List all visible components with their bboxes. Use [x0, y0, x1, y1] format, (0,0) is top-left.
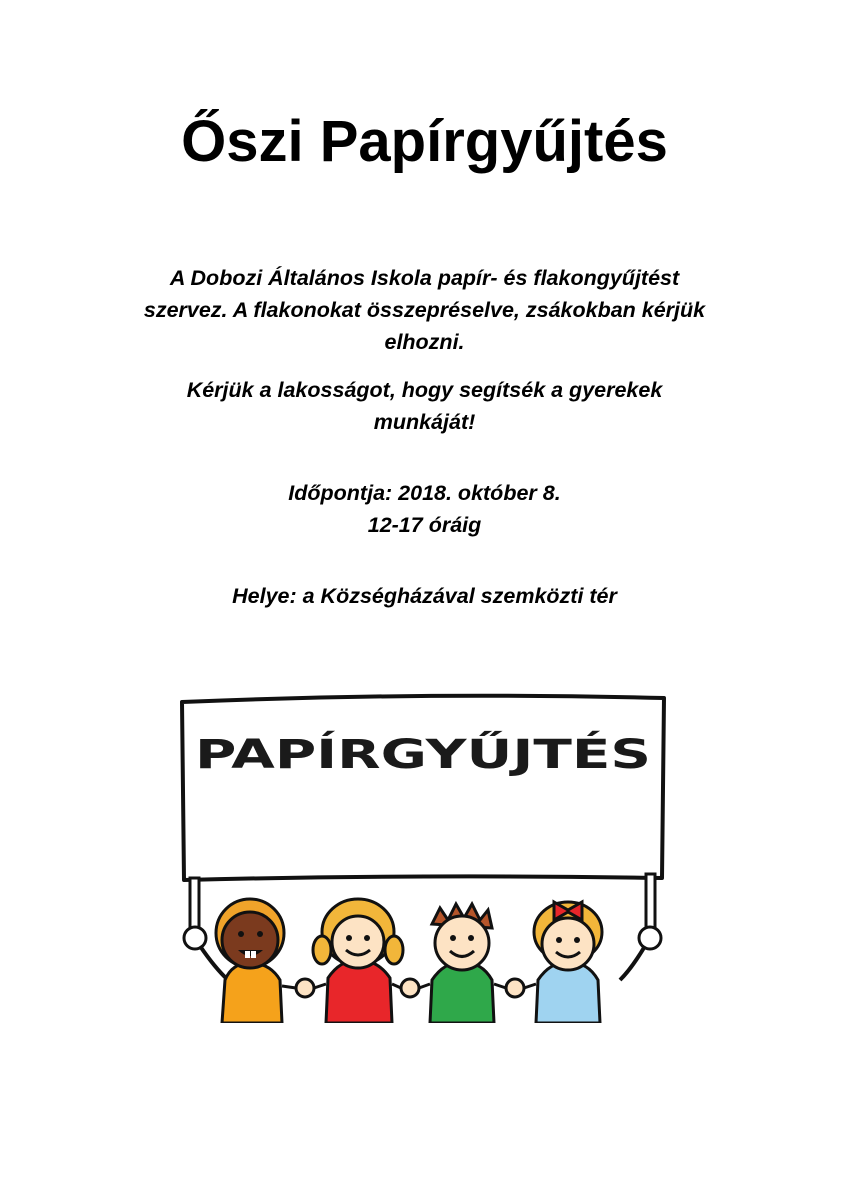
request-line: Kérjük a lakosságot, hogy segítsék a gyerekek — [186, 378, 663, 402]
request-line: munkáját! — [373, 410, 476, 434]
intro-line: elhozni. — [384, 330, 465, 354]
intro-paragraph — [60, 262, 789, 358]
request-paragraph — [60, 374, 789, 438]
intro-line: szervez. A flakonokat összepréselve, zsákokban kérjük — [143, 298, 706, 322]
banner-sheet — [182, 696, 664, 880]
event-date: Időpontja: 2018. október 8. — [288, 481, 561, 505]
page-title: Őszi Papírgyűjtés — [181, 109, 668, 174]
banner-label: PAPÍRGYŰJTÉS — [195, 732, 519, 778]
children-banner-illustration — [170, 688, 680, 1023]
child-2 — [313, 899, 403, 1023]
child-4 — [534, 902, 602, 1023]
right-hand — [639, 927, 661, 949]
child-3 — [430, 904, 494, 1023]
intro-line: A Dobozi Általános Iskola papír- és flakongyűjtést — [169, 266, 680, 290]
left-hand — [184, 927, 206, 949]
child-1 — [216, 899, 284, 1023]
event-time: 12-17 óráig — [367, 513, 482, 537]
event-location: Helye: a Községházával szemközti tér — [232, 584, 617, 608]
